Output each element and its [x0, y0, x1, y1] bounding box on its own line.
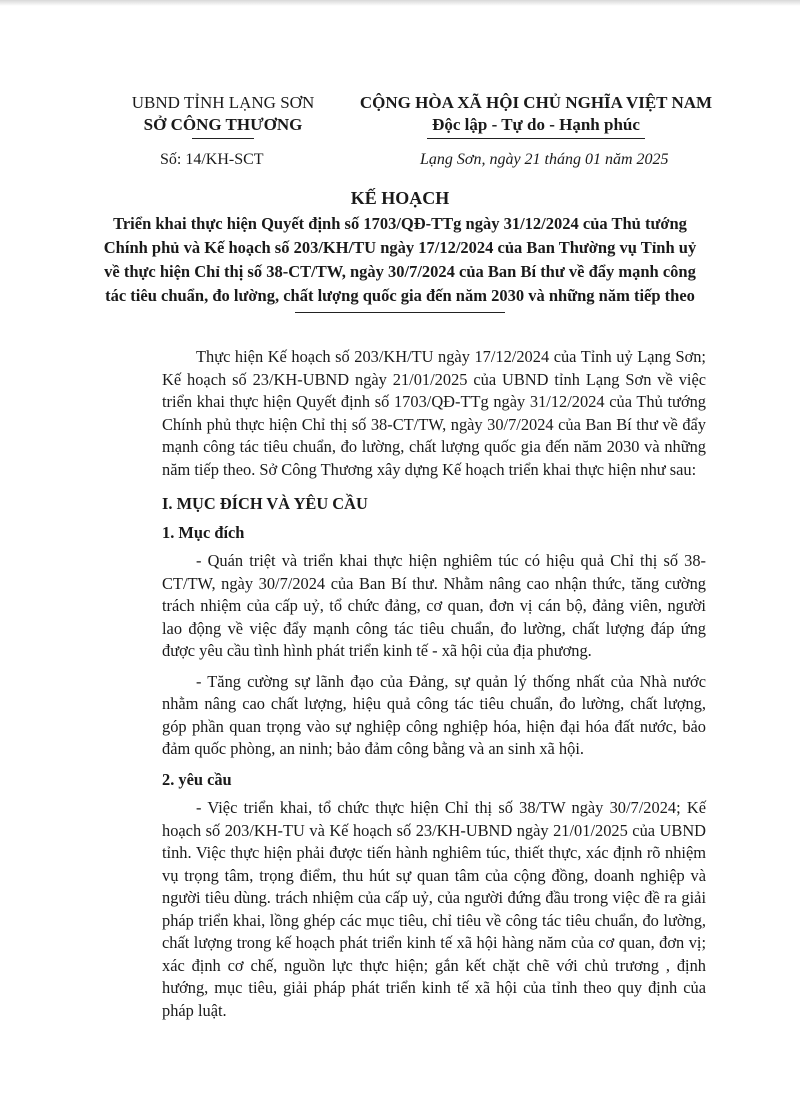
purpose-paragraph-2: - Tăng cường sự lãnh đạo của Đảng, sự quản lý thống nhất của Nhà nước nhằm nâng cao chất lượng, hiệu quả công tác tiêu chuẩn, đo lường, chất lượng, góp phần quan trọng vào sự nghiệp công nghiệp hóa, hiện đại hóa đất nước, bảo đảm quốc phòng, an ninh; bảo đảm công bằng và an sinh xã hội.: [162, 671, 706, 758]
document-body: [162, 346, 706, 1030]
subsection-heading-requirements: 2. yêu cầu: [162, 769, 232, 789]
org-line-1: UBND TỈNH LẠNG SƠN: [131, 93, 315, 112]
intro-paragraph: Thực hiện Kế hoạch số 203/KH/TU ngày 17/12/2024 của Tỉnh uỷ Lạng Sơn; Kế hoạch số 23/KH-UBND ngày 21/01/2025 của UBND tỉnh Lạng Sơn về việc triển khai thực hiện Quyết định số 1703/QĐ-TTg ngày 31/12/2024 của Thủ tướng Chính phủ thực hiện Chỉ thị số 38-CT/TW, ngày 30/7/2024 của Ban Bí thư về đẩy mạnh công tác tiêu chuẩn, đo lường, chất lượng quốc gia đến năm 2030 và những năm tiếp theo. Sở Công Thương xây dựng Kế hoạch triển khai thực hiện như sau:: [162, 347, 706, 479]
subtitle-underline: [295, 312, 505, 313]
motto: Độc lập - Tự do - Hạnh phúc: [432, 115, 640, 134]
nation-name: CỘNG HÒA XÃ HỘI CHỦ NGHĨA VIỆT NAM: [359, 93, 713, 112]
org-line-2: SỞ CÔNG THƯƠNG: [143, 115, 303, 134]
place-and-date: Lạng Sơn, ngày 21 tháng 01 năm 2025: [420, 151, 669, 168]
scan-edge: [0, 0, 800, 6]
motto-underline: [427, 138, 645, 139]
section-heading-1: I. MỤC ĐÍCH VÀ YÊU CẦU: [162, 494, 368, 513]
document-subtitle-block: [100, 212, 700, 313]
document-number: Số: 14/KH-SCT: [160, 151, 264, 168]
requirement-paragraph-1: - Việc triển khai, tổ chức thực hiện Chỉ thị số 38/TW ngày 30/7/2024; Kế hoạch số 203/KH-TU và Kế hoạch số 23/KH-UBND ngày 21/01/2025 của UBND tỉnh. Việc thực hiện phải được tiến hành nghiêm túc, thiết thực, xác định rõ nhiệm vụ trọng tâm, trọng điểm, thu hút sự quan tâm của cộng đồng, doanh nghiệp và người tiêu dùng. trách nhiệm của cấp uỷ, của người đứng đầu trong việc đề ra giải pháp triển khai, lồng ghép các mục tiêu, chỉ tiêu về công tác tiêu chuẩn, đo lường, chất lượng trong kế hoạch phát triển kinh tế xã hội hàng năm của cơ quan, đơn vị; xác định cơ chế, nguồn lực thực hiện; gắn kết chặt chẽ với chủ trương , định hướng, mục tiêu, giải pháp phát triển kinh tế xã hội của tỉnh theo quy định của pháp luật.: [162, 798, 706, 1020]
subsection-heading-purpose: 1. Mục đích: [162, 522, 245, 542]
document-title: KẾ HOẠCH: [350, 188, 450, 208]
org-underline: [192, 138, 254, 139]
national-header: [336, 92, 736, 139]
document-subtitle: Triển khai thực hiện Quyết định số 1703/QĐ-TTg ngày 31/12/2024 của Thủ tướng Chính phủ và Kế hoạch số 203/KH/TU ngày 17/12/2024 của Ban Thường vụ Tỉnh uỷ về thực hiện Chỉ thị số 38-CT/TW, ngày 30/7/2024 của Ban Bí thư về đẩy mạnh công tác tiêu chuẩn, đo lường, chất lượng quốc gia đến năm 2030 và những năm tiếp theo: [103, 214, 697, 305]
issuing-organization: [118, 92, 328, 139]
purpose-paragraph-1: - Quán triệt và triển khai thực hiện nghiêm túc có hiệu quả Chỉ thị số 38-CT/TW, ngày 30/7/2024 của Ban Bí thư. Nhằm nâng cao nhận thức, tăng cường trách nhiệm của cấp uỷ, tổ chức đảng, cơ quan, đơn vị cán bộ, đảng viên, người lao động về việc đẩy mạnh công tác tiêu chuẩn, đo lường, chất lượng đáp ứng được yêu cầu tình hình phát triển kinh tế - xã hội của địa phương.: [162, 551, 706, 660]
